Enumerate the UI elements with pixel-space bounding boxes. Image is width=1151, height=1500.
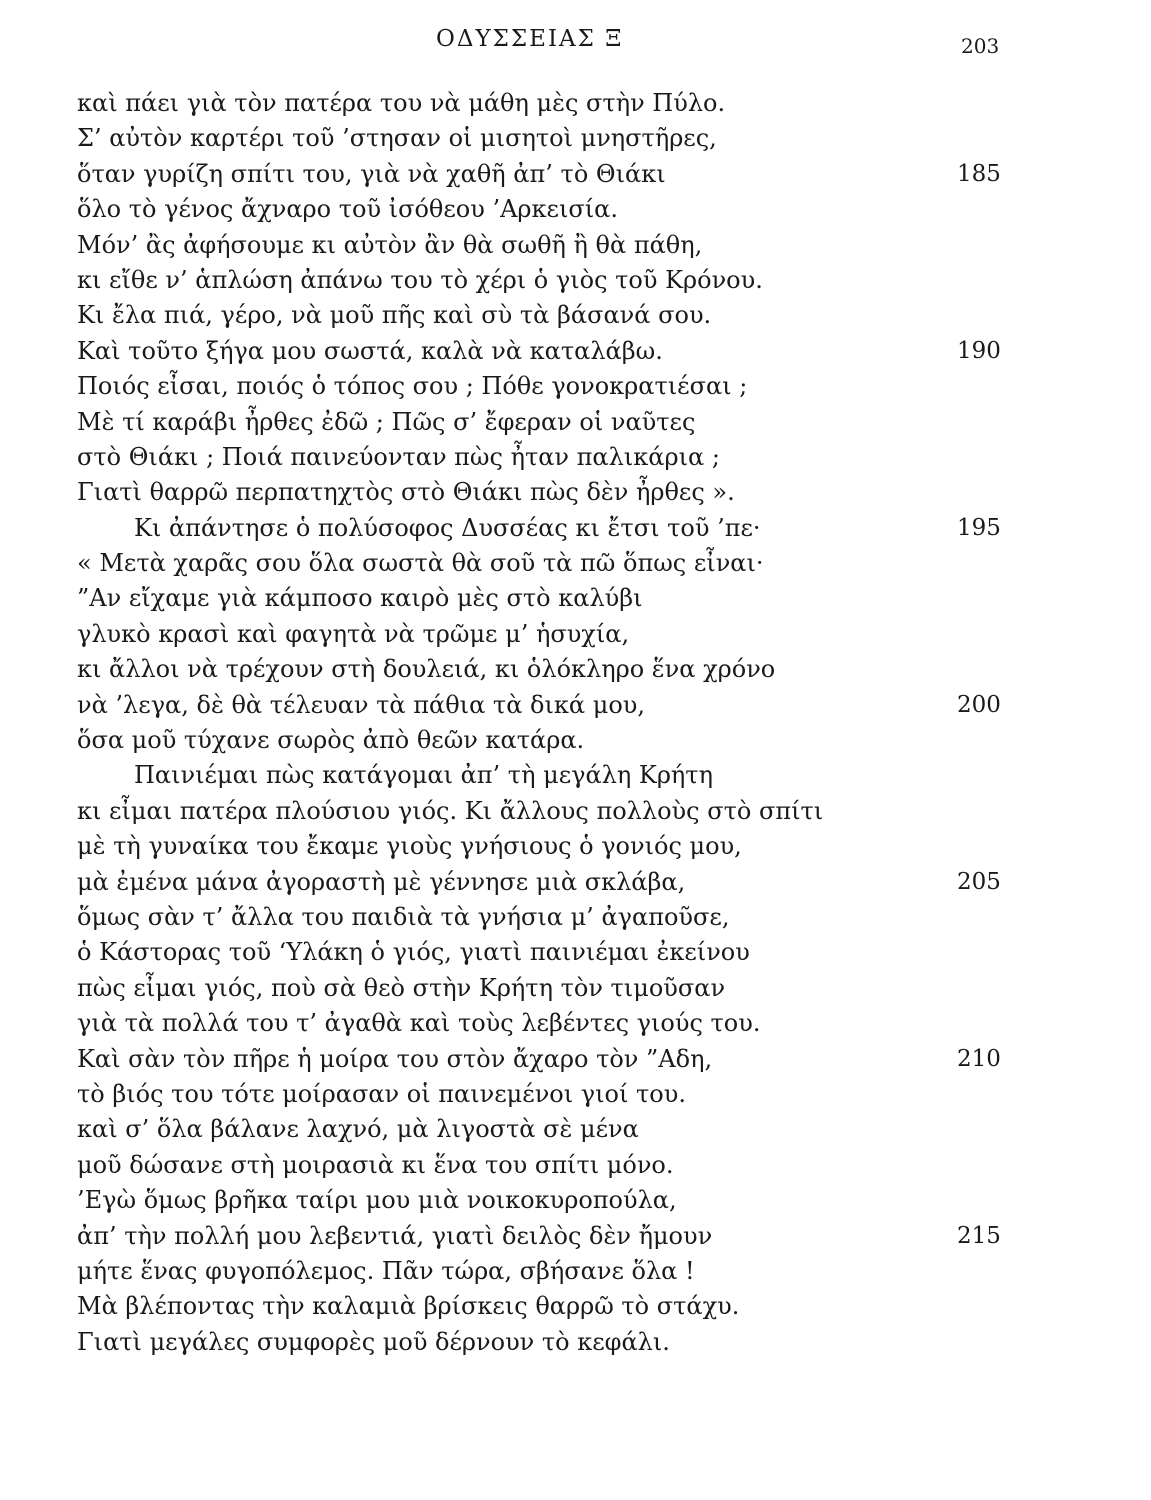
line-number: 195 xyxy=(957,514,1001,541)
verse-line xyxy=(0,1148,1151,1183)
verse-text: Κι ἀπάντησε ὁ πολύσοφος Δυσσέας κι ἔτσι τοῦ ’πε· xyxy=(134,513,761,542)
running-head xyxy=(0,26,1151,56)
verse-text: μοῦ δώσανε στὴ μοιρασιὰ κι ἕνα του σπίτι μόνο. xyxy=(77,1150,674,1179)
verse-text: καὶ πάει γιὰ τὸν πατέρα του νὰ μάθη μὲς στὴν Πύλο. xyxy=(77,89,726,117)
verse-text: ὅταν γυρίζη σπίτι του, γιὰ νὰ χαθῆ ἀπ’ τὸ Θιάκι xyxy=(77,159,666,188)
verse-text: ὁ Κάστορας τοῦ ‘Υλάκη ὁ γιός, γιατὶ παινιέμαι ἐκείνου xyxy=(77,938,750,967)
verse-text: ἀπ’ τὴν πολλή μου λεβεντιά, γιατὶ δειλὸς δὲν ἤμουν xyxy=(77,1221,713,1250)
verse-line xyxy=(0,1112,1151,1147)
verse-text: νὰ ’λεγα, δὲ θὰ τέλευαν τὰ πάθια τὰ δικά μου, xyxy=(77,690,645,719)
verse-text: γλυκὸ κρασὶ καὶ φαγητὰ νὰ τρῶμε μ’ ἡσυχία, xyxy=(77,619,630,648)
verse-text: ’Εγὼ ὅμως βρῆκα ταίρι μου μιὰ νοικοκυροπούλα, xyxy=(77,1186,677,1215)
verse-text: μήτε ἕνας φυγοπόλεμος. Πᾶν τώρα, σβήσανε ὅλα ! xyxy=(77,1256,695,1285)
verse-line xyxy=(0,405,1151,440)
verse-line xyxy=(0,86,1151,121)
verse-text: ”Αν εἴχαμε γιὰ κάμποσο καιρὸ μὲς στὸ καλύβι xyxy=(77,584,643,613)
verse-line xyxy=(0,369,1151,404)
running-title: ΟΔΥΣΣΕΙΑΣ Ξ xyxy=(436,26,624,52)
verse-line xyxy=(0,900,1151,935)
verse-text: Ποιός εἶσαι, ποιός ὁ τόπος σου ; Πόθε γονοκρατιέσαι ; xyxy=(77,372,748,401)
verse-text: Μόν’ ἂς ἀφήσουμε κι αὐτὸν ἂν θὰ σωθῆ ἢ θὰ πάθη, xyxy=(77,230,703,259)
verse-text: Παινιέμαι πὼς κατάγομαι ἀπ’ τὴ μεγάλη Κρήτη xyxy=(134,761,713,790)
verse-line xyxy=(0,511,1151,546)
verse-text: κι ἄλλοι νὰ τρέχουν στὴ δουλειά, κι ὁλόκληρο ἕνα χρόνο xyxy=(77,655,776,684)
line-number: 205 xyxy=(957,868,1001,895)
verse-line xyxy=(0,1325,1151,1360)
verse-line xyxy=(0,1077,1151,1112)
line-number: 190 xyxy=(957,337,1001,364)
line-number: 210 xyxy=(957,1045,1001,1072)
line-number: 200 xyxy=(957,691,1001,718)
verse-line xyxy=(0,440,1151,475)
verse-line xyxy=(0,829,1151,864)
verse-line xyxy=(0,794,1151,829)
verse-line xyxy=(0,1254,1151,1289)
verse-line xyxy=(0,723,1151,758)
verse-line xyxy=(0,334,1151,369)
verse-line xyxy=(0,157,1151,192)
verse-line xyxy=(0,971,1151,1006)
verse-block xyxy=(0,86,1151,1360)
verse-text: στὸ Θιάκι ; Ποιά παινεύονταν πὼς ἦταν παλικάρια ; xyxy=(77,442,720,471)
verse-text: ὅσα μοῦ τύχανε σωρὸς ἀπὸ θεῶν κατάρα. xyxy=(77,726,585,755)
line-number: 185 xyxy=(957,160,1001,187)
verse-text: καὶ σ’ ὅλα βάλανε λαχνό, μὰ λιγοστὰ σὲ μένα xyxy=(77,1115,639,1144)
verse-text: Μὲ τί καράβι ἦρθες ἐδῶ ; Πῶς σ’ ἔφεραν οἱ ναῦτες xyxy=(77,407,696,436)
verse-line xyxy=(0,935,1151,970)
verse-line xyxy=(0,475,1151,510)
verse-text: κι εἶμαι πατέρα πλούσιου γιός. Κι ἄλλους πολλοὺς στὸ σπίτι xyxy=(77,796,824,825)
line-number: 215 xyxy=(957,1222,1001,1249)
verse-text: γιὰ τὰ πολλά του τ’ ἀγαθὰ καὶ τοὺς λεβέντες γιούς του. xyxy=(77,1009,761,1038)
verse-text: Κι ἔλα πιά, γέρο, νὰ μοῦ πῆς καὶ σὺ τὰ βάσανά σου. xyxy=(77,301,712,330)
verse-text: Γιατὶ μεγάλες συμφορὲς μοῦ δέρνουν τὸ κεφάλι. xyxy=(77,1327,670,1356)
verse-text: μὰ ἐμένα μάνα ἀγοραστὴ μὲ γέννησε μιὰ σκλάβα, xyxy=(77,867,686,896)
verse-line xyxy=(0,263,1151,298)
verse-line xyxy=(0,1289,1151,1324)
verse-line xyxy=(0,546,1151,581)
verse-line xyxy=(0,688,1151,723)
verse-text: Μὰ βλέποντας τὴν καλαμιὰ βρίσκεις θαρρῶ τὸ στάχυ. xyxy=(77,1292,740,1321)
verse-line xyxy=(0,1219,1151,1254)
verse-line xyxy=(0,228,1151,263)
verse-line xyxy=(0,758,1151,793)
verse-line xyxy=(0,617,1151,652)
verse-text: Καὶ σὰν τὸν πῆρε ἡ μοίρα του στὸν ἄχαρο τὸν ”Αδη, xyxy=(77,1044,713,1073)
verse-line xyxy=(0,1183,1151,1218)
verse-line xyxy=(0,1042,1151,1077)
verse-text: ὅλο τὸ γένος ἄχναρο τοῦ ἰσόθεου ’Αρκεισία. xyxy=(77,195,618,224)
page-number: 203 xyxy=(961,34,1000,58)
verse-text: ὅμως σὰν τ’ ἄλλα του παιδιὰ τὰ γνήσια μ’ ἀγαποῦσε, xyxy=(77,902,730,931)
verse-line xyxy=(0,581,1151,616)
verse-text: κι εἴθε ν’ ἁπλώση ἀπάνω του τὸ χέρι ὁ γιὸς τοῦ Κρόνου. xyxy=(77,265,763,294)
verse-line xyxy=(0,865,1151,900)
verse-line xyxy=(0,192,1151,227)
verse-text: πὼς εἶμαι γιός, ποὺ σὰ θεὸ στὴν Κρήτη τὸν τιμοῦσαν xyxy=(77,973,726,1002)
verse-line xyxy=(0,1006,1151,1041)
verse-text: Σ’ αὐτὸν καρτέρι τοῦ ’στησαν οἱ μισητοὶ μνηστῆρες, xyxy=(77,124,717,153)
verse-line xyxy=(0,298,1151,333)
verse-text: Καὶ τοῦτο ξήγα μου σωστά, καλὰ νὰ καταλάβω. xyxy=(77,336,663,365)
verse-text: « Μετὰ χαρᾶς σου ὅλα σωστὰ θὰ σοῦ τὰ πῶ ὅπως εἶναι· xyxy=(77,549,764,578)
verse-line xyxy=(0,121,1151,156)
verse-line xyxy=(0,652,1151,687)
verse-text: μὲ τὴ γυναίκα του ἔκαμε γιοὺς γνήσιους ὁ γονιός μου, xyxy=(77,832,742,861)
verse-text: Γιατὶ θαρρῶ περπατηχτὸς στὸ Θιάκι πὼς δὲν ἦρθες ». xyxy=(77,478,735,507)
verse-text: τὸ βιός του τότε μοίρασαν οἱ παινεμένοι γιοί του. xyxy=(77,1079,686,1108)
